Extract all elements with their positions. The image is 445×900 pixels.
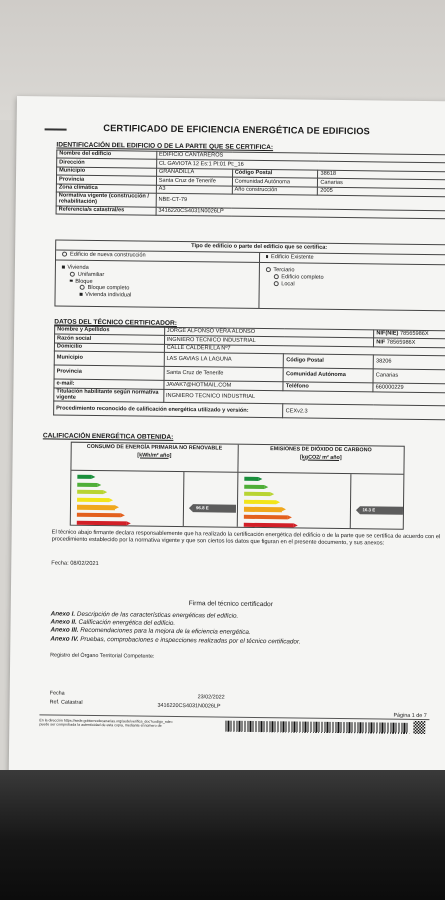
building-type-heading: Tipo de edificio o parte del edificio que se certifica: — [56, 240, 445, 255]
emissions-chart-unit: [kgCO2/ m² año] — [299, 454, 342, 461]
barcode — [225, 721, 409, 734]
chart-divider — [183, 472, 185, 526]
qr-code — [413, 721, 425, 734]
annex-text: Recomendaciones para la mejora de la eficiencia energética. — [80, 627, 251, 637]
energy-consumption-chart — [71, 443, 237, 527]
rating-band-e — [77, 505, 115, 510]
rating-band-a — [77, 475, 91, 479]
municipality: GRANADILLA — [156, 168, 232, 177]
radio-unchecked-icon — [273, 281, 278, 286]
declaration-text: El técnico abajo firmante declara responsablemente que ha realizado la certificación energética del edificio o de la parte que se certifica de acuerdo con el procedimiento establecido por la normativa vigente y que son ciertos los datos que figuran en el presente documento, y sus anexos: — [51, 529, 441, 547]
registry-label: Registro del Órgano Territorial Competente: — [50, 652, 155, 660]
declaration-date: Fecha: 08/02/2021 — [51, 560, 99, 568]
community-label: Comunidad Autónoma — [232, 177, 318, 186]
annex-text: Calificación energética del edificio. — [78, 618, 176, 628]
tech-nif-label: NIF — [376, 339, 386, 346]
annex-number: Anexo II. — [50, 618, 77, 626]
page-number: Página 1 de 7 — [393, 712, 427, 720]
rating-band-e — [243, 507, 281, 512]
tech-name: JORGE ALFONSO VERA ALONSO — [164, 327, 374, 338]
signature-caption: Firma del técnico certificador — [188, 600, 273, 609]
verification-note — [39, 718, 223, 729]
annex-number: Anexo I. — [50, 610, 76, 618]
rating-band-g — [77, 520, 127, 525]
emissions-scale — [238, 473, 403, 475]
annex-text: Descripción de las características energéticas del edificio. — [76, 610, 239, 620]
radio-checked-icon — [266, 255, 269, 258]
energy-rating-charts — [70, 442, 405, 530]
use-options — [55, 260, 445, 310]
rating-band-b — [77, 482, 97, 486]
rating-band-a — [244, 477, 258, 481]
tech-email-label: e-mail: — [54, 379, 164, 389]
option-label: Bloque completo — [87, 285, 130, 292]
climate-zone-label: Zona climática — [56, 184, 156, 194]
footer-ref: 3416220CS4031N0026LP — [157, 702, 221, 710]
building-type-box — [54, 239, 445, 311]
tech-name-label: Nombre y Apellidos — [55, 326, 165, 336]
tertiary-options — [259, 263, 445, 310]
tech-province-label: Provincia — [54, 365, 164, 380]
tech-municipality-label: Municipio — [54, 351, 164, 366]
co2-emissions-chart — [236, 445, 403, 529]
background-table-surface — [0, 770, 445, 900]
energy-chart-unit: [kWh/m² año] — [137, 452, 172, 459]
annex-number: Anexo III. — [50, 626, 79, 635]
radio-unchecked-icon — [273, 274, 278, 279]
emissions-value-marker — [359, 507, 402, 516]
energy-chart-title: CONSUMO DE ENERGÍA PRIMARIA NO RENOVABLE — [86, 443, 223, 452]
tech-company-label: Razón social — [54, 334, 164, 344]
tech-nif-value: 78565986X — [386, 339, 416, 346]
annex-number: Anexo IV. — [50, 635, 79, 643]
option-label: Unifamiliar — [77, 271, 105, 278]
address-label: Dirección — [57, 158, 157, 168]
tech-phone-label: Teléfono — [283, 382, 373, 391]
building-name: EDIFICIO CANTAREROS — [156, 151, 445, 163]
tech-nif-nie-label: NIF(NIE) — [376, 330, 399, 338]
radio-unchecked-icon — [70, 271, 75, 276]
energy-scale — [71, 471, 236, 473]
option-label: Local — [281, 280, 295, 287]
annex-list — [50, 610, 301, 646]
rating-band-g — [243, 522, 293, 527]
tech-municipality: LAS GAVIAS LA LAGUNA — [164, 352, 284, 367]
option-label: Vivienda — [67, 264, 89, 271]
option-local — [265, 281, 445, 290]
year: 2005 — [318, 187, 445, 197]
energy-value-marker — [193, 505, 236, 514]
rating-band-f — [77, 513, 121, 518]
option-label: Edificio completo — [281, 274, 324, 281]
rating-band-c — [77, 490, 103, 495]
emissions-value: 16.3 E — [362, 507, 376, 513]
tech-phone: 660000229 — [373, 383, 445, 392]
rating-band-b — [244, 484, 264, 488]
emissions-chart-title: EMISIONES DE DIÓXIDO DE CARBONO — [270, 446, 372, 454]
tech-qualification: INGNIERO TECNICO INDUSTRIAL — [163, 389, 445, 406]
rating-heading: CALIFICACIÓN ENERGÉTICA OBTENIDA: — [42, 432, 174, 441]
footer-date: 23/02/2022 — [197, 694, 225, 701]
tech-company: INGNIERO TECNICO INDUSTRIAL — [164, 336, 374, 347]
identification-heading: IDENTIFICACIÓN DEL EDIFICIO O DE LA PARTE QUE SE CERTIFICA: — [56, 141, 274, 152]
tech-address: CALLE CALDERILLA Nº7 — [164, 344, 445, 356]
postal-code-label: Código Postal — [232, 169, 318, 178]
energy-value: 96.8 E — [195, 505, 209, 511]
rating-band-f — [243, 515, 287, 520]
postal-code: 38618 — [318, 170, 445, 180]
rating-band-d — [244, 500, 276, 505]
document-title: CERTIFICADO DE EFICIENCIA ENERGÉTICA DE EDIFICIOS — [103, 123, 370, 137]
option-label: Vivienda individual — [85, 292, 132, 299]
address: CL GAVIOTA 12 Es:1 Pl:01 Pt:_16 — [156, 160, 445, 172]
footer-date-label: Fecha — [49, 690, 65, 697]
regulation-label: Normativa vigente (construcción / rehabilitación) — [56, 192, 156, 207]
radio-checked-icon — [80, 293, 83, 296]
verification-url: En la dirección https://sede.gobiernodecanarias.org/sede/verifica_doc?codigo_nde= — [39, 718, 173, 724]
technician-table — [53, 325, 445, 420]
climate-zone: A3 — [156, 185, 232, 194]
tech-nif-nie-value: 78565986X — [399, 331, 429, 338]
tech-postal-code: 38206 — [373, 355, 445, 370]
annex-text: Pruebas, comprobaciones e inspecciones realizadas por el técnico certificador. — [80, 635, 301, 646]
radio-unchecked-icon — [62, 252, 67, 257]
verification-text: puede ser comprobada la autenticidad de esta copia, mediante el número de — [39, 722, 162, 729]
tech-community-label: Comunidad Autónoma — [283, 368, 373, 383]
technician-heading: DATOS DEL TÉCNICO CERTIFICADOR: — [54, 318, 177, 327]
tech-procedure-label: Procedimiento reconocido de calificación energética utilizado y versión: — [54, 401, 284, 418]
tech-email: JAVAK7@HOTMAIL.COM — [164, 380, 284, 390]
province: Santa Cruz de Tenerife — [156, 176, 232, 185]
option-label: Edificio de nueva construcción — [70, 251, 146, 259]
building-identification-table — [56, 149, 445, 219]
rating-band-c — [244, 492, 270, 497]
rating-band-d — [77, 498, 109, 503]
tech-postal-label: Código Postal — [284, 354, 374, 369]
option-vivienda-individual — [62, 292, 253, 301]
radio-checked-icon — [62, 266, 65, 269]
tech-address-label: Domicilio — [54, 343, 164, 353]
option-label: Edificio Existente — [271, 254, 314, 261]
regulation: NBE-CT-79 — [156, 193, 445, 211]
chart-divider — [349, 474, 351, 528]
province-label: Provincia — [56, 175, 156, 185]
radio-unchecked-icon — [265, 267, 270, 272]
cadastral-label: Referencia/s catastral/es — [56, 206, 156, 216]
radio-checked-icon — [70, 280, 73, 283]
certificate-page — [9, 96, 445, 791]
residential-options — [55, 260, 259, 307]
municipality-label: Municipio — [57, 167, 157, 177]
option-label: Terciario — [273, 267, 295, 274]
tech-procedure: CEXv2.3 — [283, 404, 445, 420]
energy-chart-body — [71, 470, 237, 527]
cadastral-reference: 3416220CS4031N0026LP — [156, 207, 445, 219]
tech-community: Canarias — [373, 369, 445, 384]
tech-province: Santa Cruz de Tenerife — [164, 366, 284, 381]
year-label: Año construcción — [232, 186, 318, 195]
building-name-label: Nombre del edificio — [57, 150, 157, 160]
annex-item — [50, 635, 300, 646]
community: Canarias — [318, 178, 445, 188]
tech-qualification-label: Titulación habilitante según normativa vigente — [54, 388, 164, 403]
emissions-chart-body — [237, 472, 403, 529]
radio-unchecked-icon — [80, 285, 85, 290]
footer-ref-label: Ref. Catastral — [49, 699, 83, 706]
option-label: Bloque — [75, 278, 93, 285]
